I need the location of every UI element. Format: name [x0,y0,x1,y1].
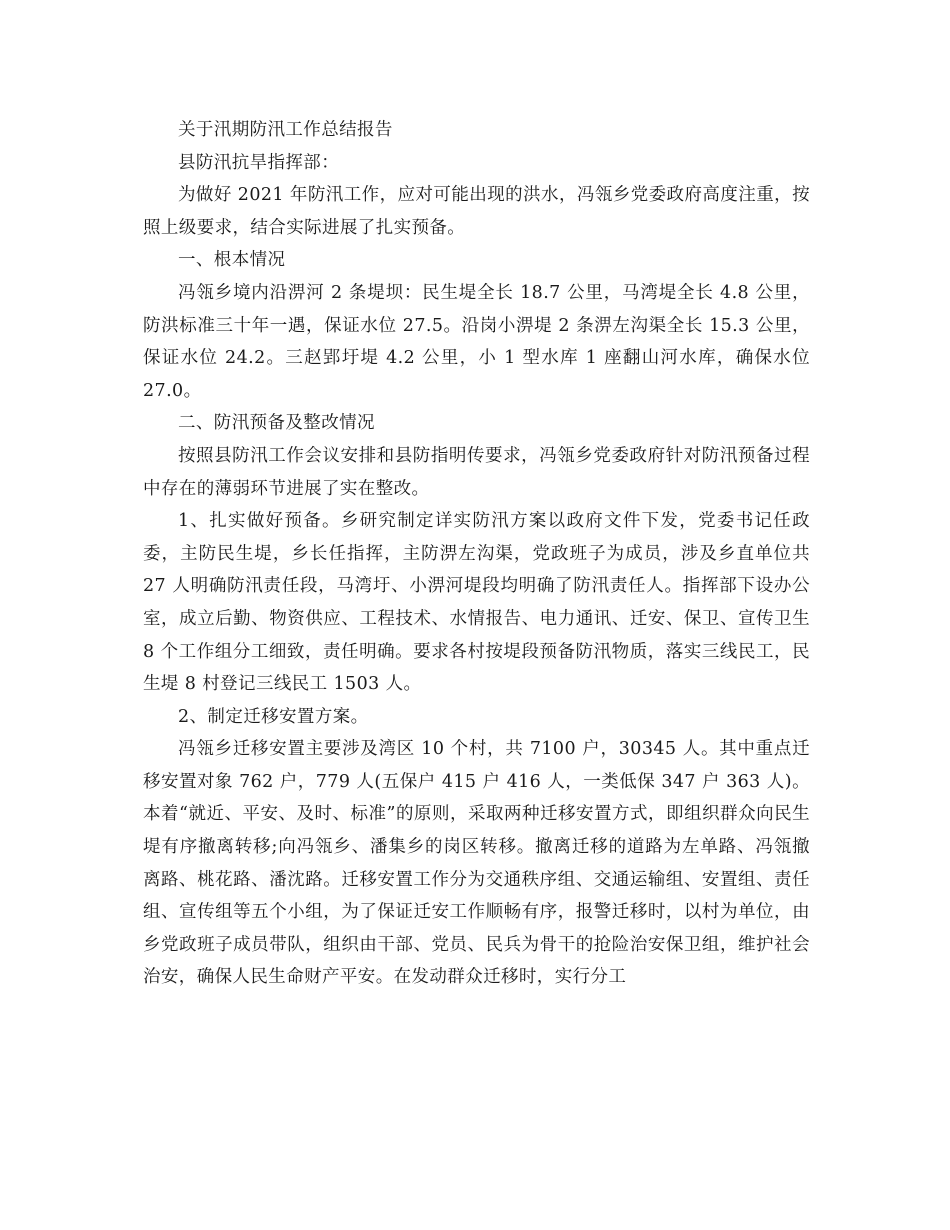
recipient-line: 县防汛抗旱指挥部： [178,152,340,173]
report-title: 关于汛期防汛工作总结报告 [178,120,393,140]
basic-situation-paragraph: 冯瓴乡境内沿淠河 2 条堤坝：民生堤全长 18.7 公里，马湾堤全长 4.8 公里，防洪标准三十年一遇，保证水位 27.5。沿岗小淠堤 2 条淠左沟渠全长 15.3 公里，保证水位 24.2。三赵郢圩堤 4.2 公里，小 1 型水库 1 座翻山河水库，确保水位 27.0。 [143,282,810,401]
document-body [143,114,810,994]
relocation-paragraph: 冯瓴乡迁移安置主要涉及湾区 10 个村，共 7100 户，30345 人。其中重点迁移安置对象 762 户，779 人(五保户 415 户 416 人，一类低保 347 户 363 人)。本着“就近、平安、及时、标准”的原则，采取两种迁移安置方式，即组织群众向民生堤有序撤离转移;向冯瓴乡、潘集乡的岗区转移。撤离迁移的道路为左单路、冯瓴撤离路、桃花路、潘沈路。迁移安置工作分为交通秩序组、交通运输组、安置组、责任组、宣传组等五个小组，为了保证迁安工作顺畅有序，报警迁移时，以村为单位，由乡党政班子成员带队，组织由干部、党员、民兵为骨干的抢险治安保卫组，维护社会治安，确保人民生命财产平安。在发动群众迁移时，实行分工 [143,739,810,988]
preparation-intro-paragraph: 按照县防汛工作会议安排和县防指明传要求，冯瓴乡党委政府针对防汛预备过程中存在的薄弱环节进展了实在整改。 [143,445,810,499]
section-heading-basic-situation: 一、根本情况 [178,250,286,271]
intro-paragraph: 为做好 2021 年防汛工作，应对可能出现的洪水，冯瓴乡党委政府高度注重，按照上级要求，结合实际进展了扎实预备。 [143,185,810,238]
item-1-paragraph: 1、扎实做好预备。乡研究制定详实防汛方案以政府文件下发，党委书记任政委，主防民生堤，乡长任指挥，主防淠左沟渠，党政班子为成员，涉及乡直单位共 27 人明确防汛责任段，马湾圩、小淠河堤段均明确了防汛责任人。指挥部下设办公室，成立后勤、物资供应、工程技术、水情报告、电力通讯、迁安、保卫、宣传卫生 8 个工作组分工细致，责任明确。要求各村按堤段预备防汛物质，落实三线民工，民生堤 8 村登记三线民工 1503 人。 [143,511,810,695]
section-heading-preparation: 二、防汛预备及整改情况 [178,413,375,434]
item-2-heading: 2、制定迁移安置方案。 [178,706,369,727]
